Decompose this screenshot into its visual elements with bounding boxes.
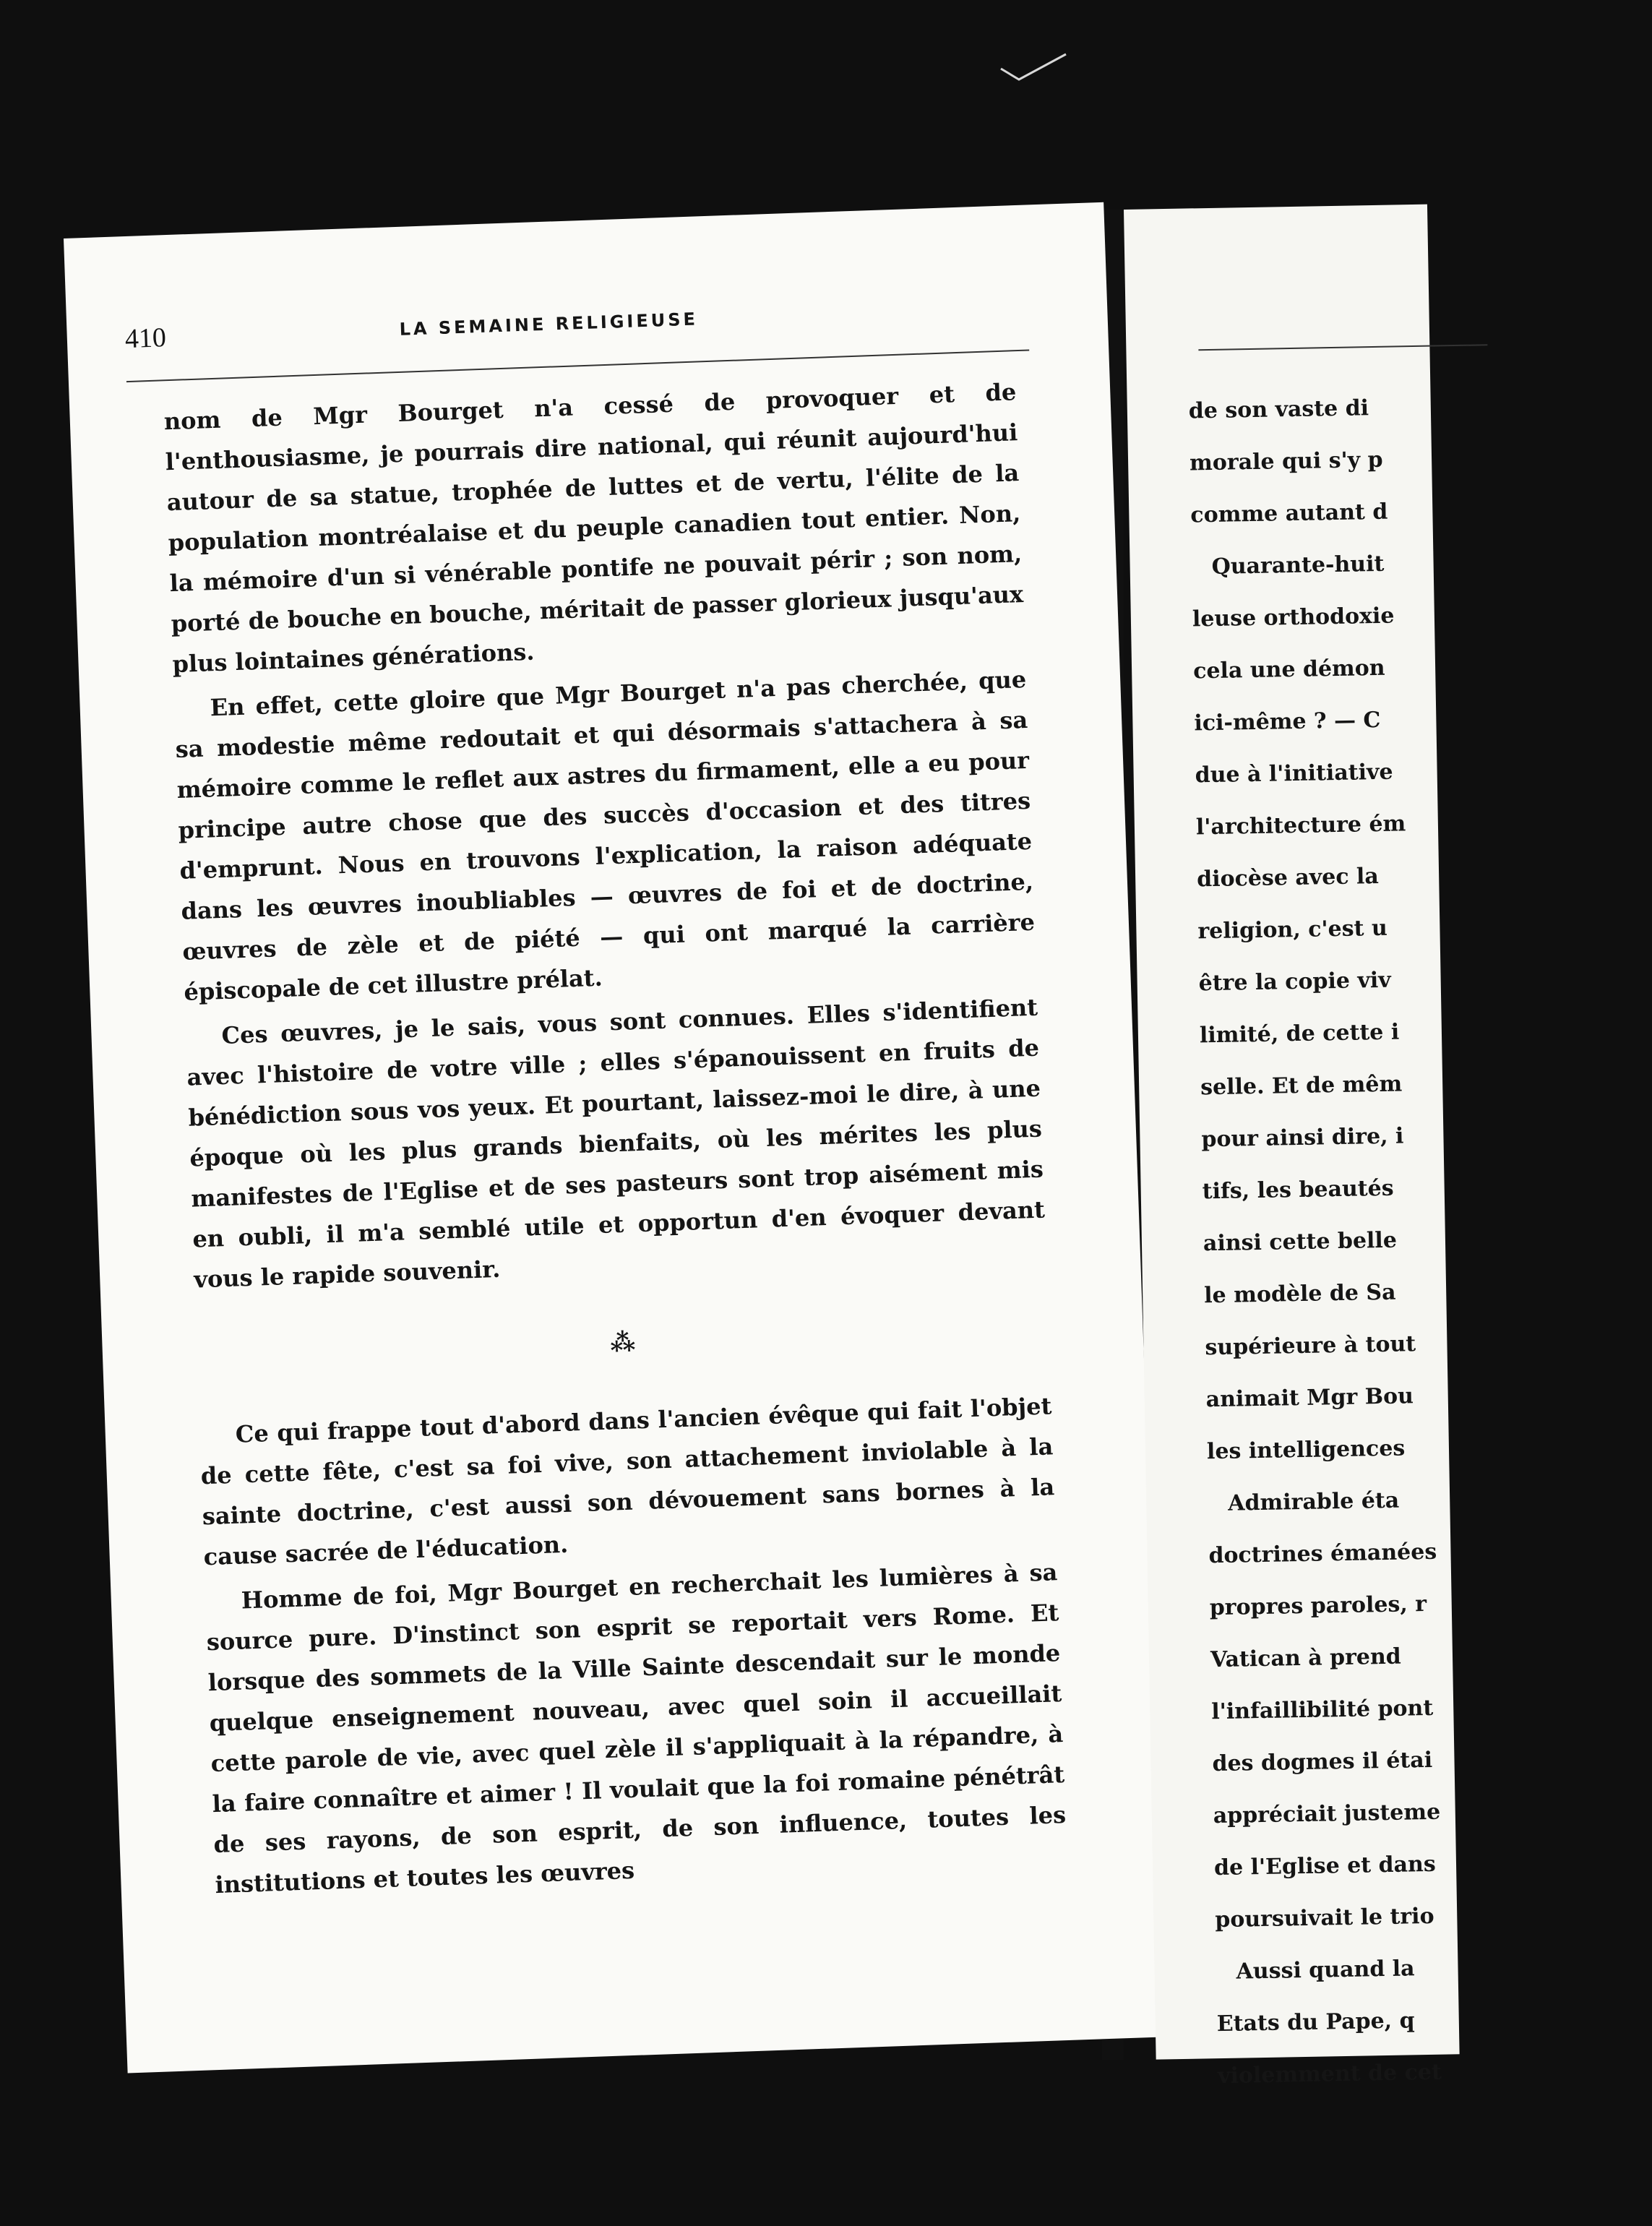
- page-body: [163, 371, 1068, 1909]
- text-line: animait Mgr Bou: [1205, 1383, 1414, 1413]
- text-line: selle. Et de mêm: [1200, 1071, 1403, 1101]
- left-page: [64, 202, 1168, 2074]
- right-page: [1124, 205, 1460, 2089]
- pencil-check-mark: [997, 51, 1070, 87]
- text-line: ici-même ? — C: [1194, 707, 1381, 736]
- text-line: les intelligences: [1206, 1435, 1406, 1465]
- paragraph: En effet, cette gloire que Mgr Bourget n'a pas cherchée, que sa modestie même redoutait et qui désormais s'attachera à sa mémoire comme le reflet aux astres du firmament, elle a eu pour principe autre chose que des succès d'occasion et des titres d'emprunt. Nous en trouvons l'explication, la raison adéquate dans les œuvres inoubliables — œuvres de foi et de doctrine, œuvres de zèle et de piété — qui ont marqué la carrière épiscopale de cet illustre prélat.: [175, 665, 1036, 1006]
- text-line: poursuivait le trio: [1215, 1903, 1434, 1933]
- text-line: comme autant d: [1190, 499, 1388, 528]
- text-line: due à l'initiative: [1195, 759, 1393, 788]
- text-line: supérieure à tout: [1205, 1331, 1416, 1361]
- paragraph: Ces œuvres, je le sais, vous sont connues. Elles s'identifient avec l'histoire de votre ville ; elles s'épanouissent en fruits de bénédiction sous vos yeux. Et pourtant, laissez-moi le dire, à une époque où les plus grands bienfaits, où les mérites les plus manifestes de l'Eglise et de ses pasteurs sont trop aisément mis en oubli, il m'a semblé utile et opportun d'en évoquer devant vous le rapide souvenir.: [186, 993, 1046, 1294]
- text-line: pour ainsi dire, i: [1201, 1123, 1404, 1153]
- page-number: 410: [124, 322, 167, 355]
- text-line: limité, de cette i: [1199, 1019, 1400, 1049]
- paragraph: nom de Mgr Bourget n'a cessé de provoquer et de l'enthousiasme, je pourrais dire national, qui réunit aujourd'hui autour de sa statue, trophée de luttes et de vertu, l'élite de la population montréalaise et du peuple canadien tout entier. Non, la mémoire d'un si vénérable pontife ne pouvait périr ; son nom, porté de bouche en bouche, méritait de passer glorieux jusqu'aux plus lointaines générations.: [163, 378, 1024, 679]
- text-line: cela une démon: [1192, 655, 1385, 684]
- text-line: des dogmes il étai: [1212, 1747, 1433, 1777]
- right-page-text: [1188, 378, 1651, 2102]
- text-line: leuse orthodoxie: [1192, 603, 1395, 632]
- text-line: l'infaillibilité pont: [1210, 1695, 1434, 1725]
- text-line: Quarante-huit: [1211, 551, 1385, 580]
- text-line: violemment de cet: [1217, 2059, 1442, 2089]
- text-line: de son vaste di: [1188, 395, 1369, 424]
- text-line: doctrines émanées: [1208, 1539, 1437, 1569]
- text-line: tifs, les beautés: [1202, 1175, 1394, 1205]
- text-line: être la copie viv: [1198, 967, 1391, 997]
- text-line: l'architecture ém: [1195, 811, 1406, 841]
- running-head: [124, 291, 1064, 366]
- text-line: religion, c'est u: [1197, 915, 1388, 945]
- text-line: Etats du Pape, q: [1216, 2008, 1415, 2037]
- text-line: ainsi cette belle: [1203, 1227, 1398, 1257]
- header-rule: [1198, 344, 1487, 351]
- text-line: Aussi quand la: [1236, 1956, 1415, 1985]
- paragraph: Ce qui frappe tout d'abord dans l'ancien évêque qui fait l'objet de cette fête, c'est sa foi vive, son attachement inviolable à la sainte doctrine, c'est aussi son dévouement sans bornes à la cause sacrée de l'éducation.: [200, 1392, 1055, 1571]
- text-line: Admirable éta: [1227, 1487, 1400, 1516]
- text-line: propres paroles, r: [1209, 1591, 1427, 1621]
- paragraph: Homme de foi, Mgr Bourget en recherchait les lumières à sa source pure. D'instinct son esprit se reportait vers Rome. Et lorsque des sommets de la Ville Sainte descendait sur le monde quelque enseignement nouveau, avec quel soin il accueillait cette parole de vie, avec quel zèle il s'appliquait à la répandre, à la faire connaître et aimer ! Il voulait que la foi romaine pénétrât de ses rayons, de son esprit, de son influence, toutes les institutions et toutes les œuvres: [206, 1558, 1067, 1899]
- section-asterism: ⁂: [609, 1328, 636, 1358]
- text-line: le modèle de Sa: [1203, 1279, 1396, 1309]
- text-line: de l'Eglise et dans: [1213, 1851, 1436, 1881]
- text-line: appréciait justeme: [1213, 1799, 1441, 1829]
- text-line: morale qui s'y p: [1189, 447, 1383, 476]
- text-line: diocèse avec la: [1196, 863, 1380, 893]
- running-title: LA SEMAINE RELIGIEUSE: [399, 309, 699, 340]
- text-line: Vatican à prend: [1210, 1643, 1402, 1673]
